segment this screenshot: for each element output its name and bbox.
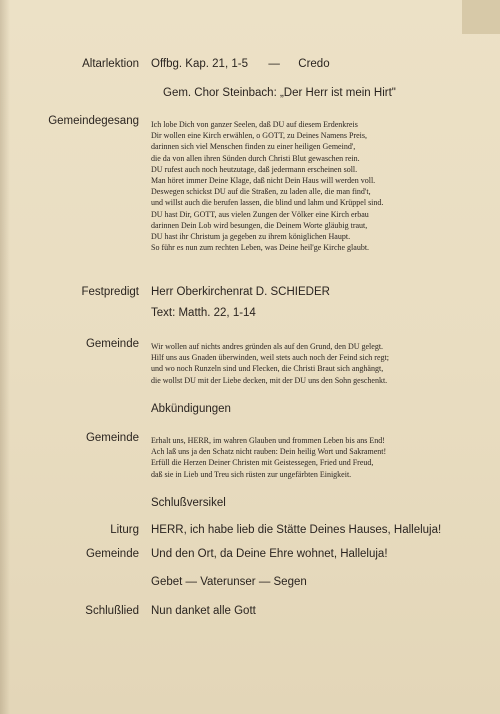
hymn-line: Hilf uns aus Gnaden überwinden, weil stets auch noch der Feind sich regt; [151,353,389,363]
gemeinde-2-label: Gemeinde [85,432,139,444]
hymn-line: und wo noch Runzeln sind und Flecken, die Christi Braut sich anghängt, [151,364,384,374]
gemeinde-1-hymn [151,341,389,386]
schlusslied-label: Schlußlied [85,605,139,617]
altarlektion-content [151,58,330,70]
hymn-line: Ach laß uns ja den Schatz nicht rauben: Dein heilig Wort und Sakrament! [151,447,387,457]
gemeinde-3-label: Gemeinde [85,548,139,560]
altarlektion-reference: Offbg. Kap. 21, 1-5 [151,58,248,70]
hymn-line: Dir wollen eine Kirch erwählen, o GOTT, zu Deines Namens Preis, [151,131,368,141]
schlussversikel-heading: Schlußversikel [151,497,226,509]
hymn-line: So führ es nun zum rechten Leben, was Deine heil'ge Kirche glaubt. [151,243,370,253]
gemeindegesang-label: Gemeindegesang [48,115,139,127]
hymn-line: Erfüll die Herzen Deiner Christen mit Geistessegen, Fried und Freud, [151,458,374,468]
hymn-line: Wir wollen auf nichts andres gründen als auf den Grund, den DU gelegt. [151,342,384,351]
abkuendigungen-heading: Abkündigungen [151,403,231,415]
hymn-line: DU rufest auch noch heutzutage, daß jedermann erscheinen soll. [151,164,358,174]
liturg-text: HERR, ich habe lieb die Stätte Deines Hauses, Halleluja! [151,524,442,536]
gebet-text: Gebet — Vaterunser — Segen [151,576,307,588]
hymn-line: Deswegen schickst DU auf die Straßen, zu laden alle, die man find't, [151,187,371,197]
altarlektion-label: Altarlektion [82,58,139,70]
gemeindegesang-hymn [151,119,383,253]
gemeinde-2-hymn [151,435,386,480]
hymn-line: DU hast Dir, GOTT, aus vielen Zungen der Völker eine Kirch erbau [151,209,369,219]
gemeinde-3-text: Und den Ort, da Deine Ehre wohnet, Halleluja! [151,548,388,560]
hymn-line: Ich lobe Dich von ganzer Seelen, daß DU auf diesem Erdenkreis [151,120,358,129]
hymn-line: Man höret immer Deine Klage, daß nicht Dein Haus will werden voll. [151,176,376,186]
festpredigt-preacher: Herr Oberkirchenrat D. SCHIEDER [151,286,330,298]
hymn-line: Erhalt uns, HERR, im wahren Glauben und frommen Leben bis ans End! [151,436,385,445]
hymn-line: die wollst DU mit der Liebe decken, mit der DU uns den Sohn geschenkt. [151,375,388,385]
altarlektion-credo: Credo [298,58,330,70]
hymn-line: DU hast ihr Christum ja gegeben zu ihrem königlichen Haupt. [151,232,351,242]
festpredigt-text: Text: Matth. 22, 1-14 [151,307,256,319]
schlusslied-text: Nun danket alle Gott [151,605,256,617]
altarlektion-dash: — [268,58,280,70]
choir-text: Gem. Chor Steinbach: „Der Herr ist mein Hirt" [163,87,396,99]
festpredigt-label: Festpredigt [81,286,139,298]
hymn-line: und willst auch die berufen lassen, die blind und lahm und Krüppel sind. [151,198,384,208]
gemeinde-1-label: Gemeinde [85,338,139,350]
page-shadow [0,0,10,714]
hymn-line: daß sie in Lieb und Treu sich rüsten zur ungefärbten Einigkeit. [151,469,352,479]
tape-corner [462,0,500,34]
liturg-label: Liturg [110,524,139,536]
hymn-line: darinnen sich viel Menschen finden zu einer heiligen Gemeind', [151,142,356,152]
hymn-line: darinnen Dein Lob wird besungen, die Deinem Worte gläubig traut, [151,220,368,230]
hymn-line: die da von allen ihren Sünden durch Christi Blut gewaschen rein. [151,153,360,163]
